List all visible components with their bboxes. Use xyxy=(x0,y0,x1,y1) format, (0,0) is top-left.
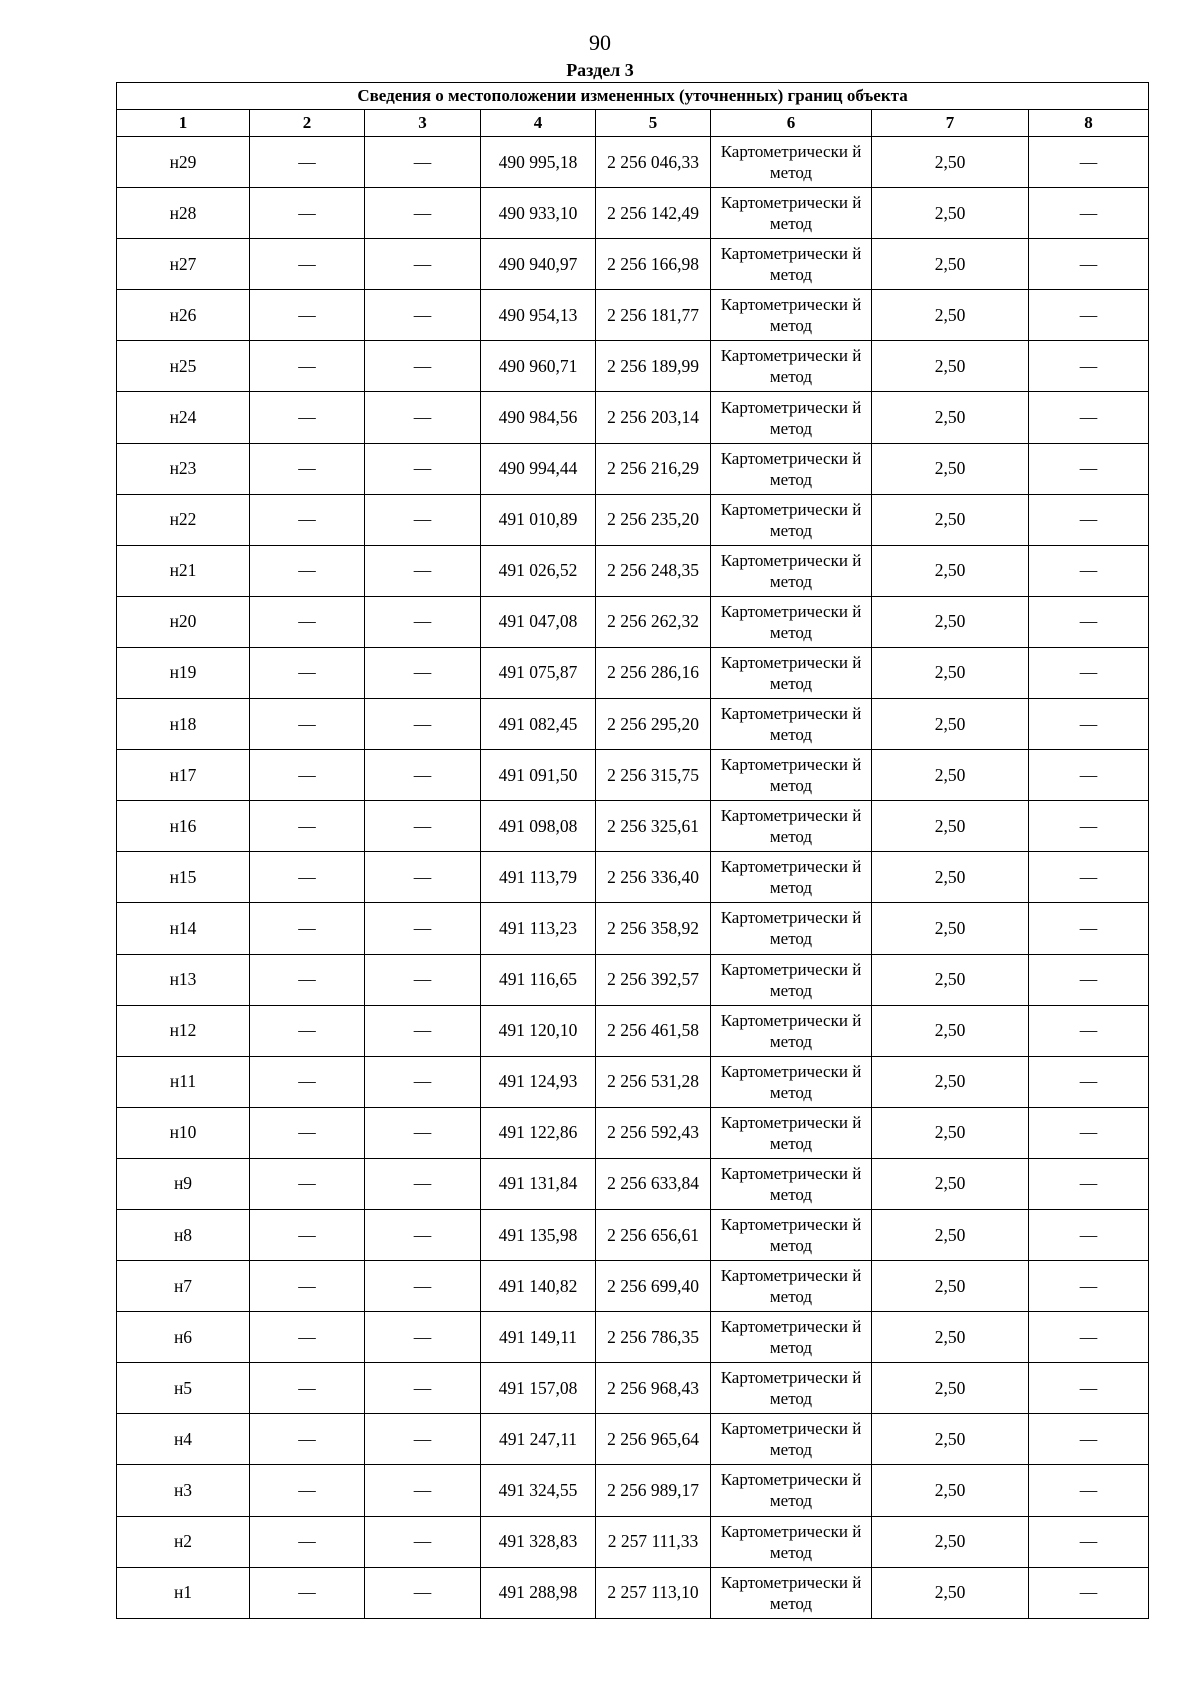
x-coordinate-cell: 491 288,98 xyxy=(481,1567,596,1618)
table-row xyxy=(117,903,1149,954)
method-cell: Картометрически й метод xyxy=(711,1312,872,1363)
col3-value-cell: — xyxy=(365,596,481,647)
point-name-cell: н29 xyxy=(117,137,250,188)
point-name-cell: н4 xyxy=(117,1414,250,1465)
table-row xyxy=(117,1414,1149,1465)
x-coordinate-cell: 491 010,89 xyxy=(481,494,596,545)
col3-value-cell: — xyxy=(365,750,481,801)
col3-value-cell: — xyxy=(365,1567,481,1618)
method-cell: Картометрически й метод xyxy=(711,1056,872,1107)
col2-value-cell: — xyxy=(250,1056,365,1107)
accuracy-cell: 2,50 xyxy=(872,801,1029,852)
y-coordinate-cell: 2 256 262,32 xyxy=(596,596,711,647)
y-coordinate-cell: 2 256 965,64 xyxy=(596,1414,711,1465)
method-cell: Картометрически й метод xyxy=(711,852,872,903)
y-coordinate-cell: 2 256 248,35 xyxy=(596,545,711,596)
point-name-cell: н23 xyxy=(117,443,250,494)
col3-value-cell: — xyxy=(365,1261,481,1312)
col2-value-cell: — xyxy=(250,1209,365,1260)
y-coordinate-cell: 2 257 111,33 xyxy=(596,1516,711,1567)
table-row xyxy=(117,1261,1149,1312)
point-name-cell: н25 xyxy=(117,341,250,392)
method-cell: Картометрически й метод xyxy=(711,1465,872,1516)
y-coordinate-cell: 2 256 358,92 xyxy=(596,903,711,954)
point-name-cell: н13 xyxy=(117,954,250,1005)
col2-value-cell: — xyxy=(250,750,365,801)
x-coordinate-cell: 491 122,86 xyxy=(481,1107,596,1158)
col2-value-cell: — xyxy=(250,699,365,750)
col8-value-cell: — xyxy=(1029,1261,1149,1312)
table-row xyxy=(117,137,1149,188)
col2-value-cell: — xyxy=(250,290,365,341)
accuracy-cell: 2,50 xyxy=(872,1312,1029,1363)
table-caption: Сведения о местоположении измененных (уточненных) границ объекта xyxy=(117,83,1149,110)
accuracy-cell: 2,50 xyxy=(872,596,1029,647)
col8-value-cell: — xyxy=(1029,750,1149,801)
x-coordinate-cell: 491 324,55 xyxy=(481,1465,596,1516)
col8-value-cell: — xyxy=(1029,801,1149,852)
method-cell: Картометрически й метод xyxy=(711,443,872,494)
method-cell: Картометрически й метод xyxy=(711,1567,872,1618)
col3-value-cell: — xyxy=(365,1465,481,1516)
accuracy-cell: 2,50 xyxy=(872,954,1029,1005)
table-row xyxy=(117,699,1149,750)
x-coordinate-cell: 490 994,44 xyxy=(481,443,596,494)
col2-value-cell: — xyxy=(250,1312,365,1363)
y-coordinate-cell: 2 256 235,20 xyxy=(596,494,711,545)
x-coordinate-cell: 490 933,10 xyxy=(481,188,596,239)
accuracy-cell: 2,50 xyxy=(872,903,1029,954)
boundary-coordinates-table xyxy=(116,82,1149,1619)
col8-value-cell: — xyxy=(1029,954,1149,1005)
x-coordinate-cell: 491 091,50 xyxy=(481,750,596,801)
accuracy-cell: 2,50 xyxy=(872,1261,1029,1312)
point-name-cell: н17 xyxy=(117,750,250,801)
x-coordinate-cell: 490 960,71 xyxy=(481,341,596,392)
accuracy-cell: 2,50 xyxy=(872,1107,1029,1158)
col3-value-cell: — xyxy=(365,137,481,188)
column-number-1: 1 xyxy=(117,110,250,137)
accuracy-cell: 2,50 xyxy=(872,443,1029,494)
col3-value-cell: — xyxy=(365,647,481,698)
point-name-cell: н12 xyxy=(117,1005,250,1056)
col3-value-cell: — xyxy=(365,1107,481,1158)
y-coordinate-cell: 2 256 046,33 xyxy=(596,137,711,188)
table-row xyxy=(117,494,1149,545)
table-row xyxy=(117,801,1149,852)
y-coordinate-cell: 2 256 336,40 xyxy=(596,852,711,903)
table-row xyxy=(117,750,1149,801)
col2-value-cell: — xyxy=(250,239,365,290)
x-coordinate-cell: 491 113,79 xyxy=(481,852,596,903)
col8-value-cell: — xyxy=(1029,1465,1149,1516)
method-cell: Картометрически й метод xyxy=(711,341,872,392)
accuracy-cell: 2,50 xyxy=(872,290,1029,341)
point-name-cell: н15 xyxy=(117,852,250,903)
col3-value-cell: — xyxy=(365,699,481,750)
accuracy-cell: 2,50 xyxy=(872,1005,1029,1056)
col3-value-cell: — xyxy=(365,954,481,1005)
col2-value-cell: — xyxy=(250,1567,365,1618)
col2-value-cell: — xyxy=(250,545,365,596)
col8-value-cell: — xyxy=(1029,443,1149,494)
col3-value-cell: — xyxy=(365,801,481,852)
table-row xyxy=(117,1005,1149,1056)
accuracy-cell: 2,50 xyxy=(872,750,1029,801)
table-row xyxy=(117,1516,1149,1567)
method-cell: Картометрически й метод xyxy=(711,750,872,801)
col2-value-cell: — xyxy=(250,494,365,545)
col8-value-cell: — xyxy=(1029,1312,1149,1363)
point-name-cell: н9 xyxy=(117,1158,250,1209)
x-coordinate-cell: 490 940,97 xyxy=(481,239,596,290)
col3-value-cell: — xyxy=(365,1209,481,1260)
section-title: Раздел 3 xyxy=(566,60,634,80)
accuracy-cell: 2,50 xyxy=(872,1567,1029,1618)
col8-value-cell: — xyxy=(1029,1107,1149,1158)
col3-value-cell: — xyxy=(365,1056,481,1107)
accuracy-cell: 2,50 xyxy=(872,494,1029,545)
col2-value-cell: — xyxy=(250,392,365,443)
column-number-3: 3 xyxy=(365,110,481,137)
point-name-cell: н26 xyxy=(117,290,250,341)
y-coordinate-cell: 2 256 968,43 xyxy=(596,1363,711,1414)
point-name-cell: н24 xyxy=(117,392,250,443)
column-number-4: 4 xyxy=(481,110,596,137)
col3-value-cell: — xyxy=(365,1363,481,1414)
method-cell: Картометрически й метод xyxy=(711,903,872,954)
y-coordinate-cell: 2 256 295,20 xyxy=(596,699,711,750)
method-cell: Картометрически й метод xyxy=(711,1005,872,1056)
method-cell: Картометрически й метод xyxy=(711,1209,872,1260)
column-number-6: 6 xyxy=(711,110,872,137)
method-cell: Картометрически й метод xyxy=(711,647,872,698)
x-coordinate-cell: 491 120,10 xyxy=(481,1005,596,1056)
method-cell: Картометрически й метод xyxy=(711,239,872,290)
method-cell: Картометрически й метод xyxy=(711,699,872,750)
col3-value-cell: — xyxy=(365,1312,481,1363)
col2-value-cell: — xyxy=(250,188,365,239)
table-row xyxy=(117,392,1149,443)
table-row xyxy=(117,1209,1149,1260)
x-coordinate-cell: 491 098,08 xyxy=(481,801,596,852)
col8-value-cell: — xyxy=(1029,1005,1149,1056)
x-coordinate-cell: 491 247,11 xyxy=(481,1414,596,1465)
x-coordinate-cell: 491 131,84 xyxy=(481,1158,596,1209)
col8-value-cell: — xyxy=(1029,494,1149,545)
method-cell: Картометрически й метод xyxy=(711,188,872,239)
col3-value-cell: — xyxy=(365,239,481,290)
col2-value-cell: — xyxy=(250,443,365,494)
y-coordinate-cell: 2 256 203,14 xyxy=(596,392,711,443)
x-coordinate-cell: 491 328,83 xyxy=(481,1516,596,1567)
column-number-8: 8 xyxy=(1029,110,1149,137)
col3-value-cell: — xyxy=(365,1005,481,1056)
x-coordinate-cell: 490 995,18 xyxy=(481,137,596,188)
point-name-cell: н22 xyxy=(117,494,250,545)
table-row xyxy=(117,341,1149,392)
table-row xyxy=(117,443,1149,494)
col3-value-cell: — xyxy=(365,545,481,596)
col2-value-cell: — xyxy=(250,1465,365,1516)
accuracy-cell: 2,50 xyxy=(872,852,1029,903)
col8-value-cell: — xyxy=(1029,1209,1149,1260)
table-row xyxy=(117,954,1149,1005)
col2-value-cell: — xyxy=(250,852,365,903)
x-coordinate-cell: 490 954,13 xyxy=(481,290,596,341)
method-cell: Картометрически й метод xyxy=(711,1107,872,1158)
col3-value-cell: — xyxy=(365,392,481,443)
y-coordinate-cell: 2 256 166,98 xyxy=(596,239,711,290)
col3-value-cell: — xyxy=(365,1158,481,1209)
x-coordinate-cell: 491 026,52 xyxy=(481,545,596,596)
column-number-row xyxy=(117,110,1149,137)
point-name-cell: н18 xyxy=(117,699,250,750)
table-row xyxy=(117,545,1149,596)
accuracy-cell: 2,50 xyxy=(872,647,1029,698)
y-coordinate-cell: 2 256 786,35 xyxy=(596,1312,711,1363)
method-cell: Картометрически й метод xyxy=(711,1261,872,1312)
x-coordinate-cell: 491 113,23 xyxy=(481,903,596,954)
point-name-cell: н6 xyxy=(117,1312,250,1363)
x-coordinate-cell: 491 149,11 xyxy=(481,1312,596,1363)
method-cell: Картометрически й метод xyxy=(711,596,872,647)
col8-value-cell: — xyxy=(1029,239,1149,290)
x-coordinate-cell: 491 116,65 xyxy=(481,954,596,1005)
col2-value-cell: — xyxy=(250,1261,365,1312)
point-name-cell: н3 xyxy=(117,1465,250,1516)
point-name-cell: н14 xyxy=(117,903,250,954)
y-coordinate-cell: 2 256 181,77 xyxy=(596,290,711,341)
method-cell: Картометрически й метод xyxy=(711,1158,872,1209)
col3-value-cell: — xyxy=(365,341,481,392)
col3-value-cell: — xyxy=(365,852,481,903)
col2-value-cell: — xyxy=(250,1414,365,1465)
col8-value-cell: — xyxy=(1029,1158,1149,1209)
x-coordinate-cell: 491 135,98 xyxy=(481,1209,596,1260)
col3-value-cell: — xyxy=(365,494,481,545)
accuracy-cell: 2,50 xyxy=(872,188,1029,239)
table-row xyxy=(117,1312,1149,1363)
col8-value-cell: — xyxy=(1029,1363,1149,1414)
accuracy-cell: 2,50 xyxy=(872,1516,1029,1567)
table-row xyxy=(117,239,1149,290)
col8-value-cell: — xyxy=(1029,188,1149,239)
point-name-cell: н7 xyxy=(117,1261,250,1312)
point-name-cell: н16 xyxy=(117,801,250,852)
y-coordinate-cell: 2 257 113,10 xyxy=(596,1567,711,1618)
col2-value-cell: — xyxy=(250,596,365,647)
column-number-7: 7 xyxy=(872,110,1029,137)
table-row xyxy=(117,852,1149,903)
point-name-cell: н20 xyxy=(117,596,250,647)
method-cell: Картометрически й метод xyxy=(711,290,872,341)
col8-value-cell: — xyxy=(1029,1567,1149,1618)
col8-value-cell: — xyxy=(1029,341,1149,392)
point-name-cell: н5 xyxy=(117,1363,250,1414)
col8-value-cell: — xyxy=(1029,1414,1149,1465)
accuracy-cell: 2,50 xyxy=(872,1056,1029,1107)
method-cell: Картометрически й метод xyxy=(711,801,872,852)
table-row xyxy=(117,1363,1149,1414)
y-coordinate-cell: 2 256 392,57 xyxy=(596,954,711,1005)
table-row xyxy=(117,1567,1149,1618)
y-coordinate-cell: 2 256 216,29 xyxy=(596,443,711,494)
col8-value-cell: — xyxy=(1029,545,1149,596)
y-coordinate-cell: 2 256 592,43 xyxy=(596,1107,711,1158)
col8-value-cell: — xyxy=(1029,392,1149,443)
x-coordinate-cell: 491 082,45 xyxy=(481,699,596,750)
table-row xyxy=(117,1158,1149,1209)
col8-value-cell: — xyxy=(1029,647,1149,698)
method-cell: Картометрически й метод xyxy=(711,392,872,443)
accuracy-cell: 2,50 xyxy=(872,341,1029,392)
method-cell: Картометрически й метод xyxy=(711,137,872,188)
col8-value-cell: — xyxy=(1029,852,1149,903)
point-name-cell: н27 xyxy=(117,239,250,290)
col3-value-cell: — xyxy=(365,290,481,341)
point-name-cell: н11 xyxy=(117,1056,250,1107)
accuracy-cell: 2,50 xyxy=(872,137,1029,188)
table-row xyxy=(117,290,1149,341)
y-coordinate-cell: 2 256 633,84 xyxy=(596,1158,711,1209)
point-name-cell: н10 xyxy=(117,1107,250,1158)
col2-value-cell: — xyxy=(250,1158,365,1209)
point-name-cell: н8 xyxy=(117,1209,250,1260)
table-body xyxy=(117,137,1149,1619)
point-name-cell: н2 xyxy=(117,1516,250,1567)
x-coordinate-cell: 491 157,08 xyxy=(481,1363,596,1414)
table-row xyxy=(117,647,1149,698)
point-name-cell: н28 xyxy=(117,188,250,239)
col2-value-cell: — xyxy=(250,801,365,852)
col2-value-cell: — xyxy=(250,1516,365,1567)
page-number: 90 xyxy=(589,30,611,55)
y-coordinate-cell: 2 256 189,99 xyxy=(596,341,711,392)
y-coordinate-cell: 2 256 461,58 xyxy=(596,1005,711,1056)
y-coordinate-cell: 2 256 989,17 xyxy=(596,1465,711,1516)
y-coordinate-cell: 2 256 656,61 xyxy=(596,1209,711,1260)
y-coordinate-cell: 2 256 286,16 xyxy=(596,647,711,698)
accuracy-cell: 2,50 xyxy=(872,239,1029,290)
col2-value-cell: — xyxy=(250,341,365,392)
point-name-cell: н19 xyxy=(117,647,250,698)
accuracy-cell: 2,50 xyxy=(872,1209,1029,1260)
method-cell: Картометрически й метод xyxy=(711,954,872,1005)
method-cell: Картометрически й метод xyxy=(711,1363,872,1414)
col3-value-cell: — xyxy=(365,903,481,954)
method-cell: Картометрически й метод xyxy=(711,545,872,596)
col3-value-cell: — xyxy=(365,443,481,494)
col8-value-cell: — xyxy=(1029,1056,1149,1107)
col2-value-cell: — xyxy=(250,1005,365,1056)
table-row xyxy=(117,596,1149,647)
col8-value-cell: — xyxy=(1029,699,1149,750)
col8-value-cell: — xyxy=(1029,137,1149,188)
table-row xyxy=(117,1465,1149,1516)
col3-value-cell: — xyxy=(365,188,481,239)
accuracy-cell: 2,50 xyxy=(872,545,1029,596)
x-coordinate-cell: 490 984,56 xyxy=(481,392,596,443)
accuracy-cell: 2,50 xyxy=(872,1363,1029,1414)
x-coordinate-cell: 491 140,82 xyxy=(481,1261,596,1312)
y-coordinate-cell: 2 256 325,61 xyxy=(596,801,711,852)
table-row xyxy=(117,1107,1149,1158)
col3-value-cell: — xyxy=(365,1414,481,1465)
col8-value-cell: — xyxy=(1029,596,1149,647)
col2-value-cell: — xyxy=(250,647,365,698)
accuracy-cell: 2,50 xyxy=(872,1465,1029,1516)
column-number-2: 2 xyxy=(250,110,365,137)
x-coordinate-cell: 491 075,87 xyxy=(481,647,596,698)
col8-value-cell: — xyxy=(1029,1516,1149,1567)
table-row xyxy=(117,1056,1149,1107)
col2-value-cell: — xyxy=(250,137,365,188)
col2-value-cell: — xyxy=(250,903,365,954)
x-coordinate-cell: 491 047,08 xyxy=(481,596,596,647)
y-coordinate-cell: 2 256 315,75 xyxy=(596,750,711,801)
col3-value-cell: — xyxy=(365,1516,481,1567)
accuracy-cell: 2,50 xyxy=(872,1158,1029,1209)
col8-value-cell: — xyxy=(1029,903,1149,954)
accuracy-cell: 2,50 xyxy=(872,699,1029,750)
method-cell: Картометрически й метод xyxy=(711,1414,872,1465)
method-cell: Картометрически й метод xyxy=(711,1516,872,1567)
point-name-cell: н1 xyxy=(117,1567,250,1618)
column-number-5: 5 xyxy=(596,110,711,137)
y-coordinate-cell: 2 256 699,40 xyxy=(596,1261,711,1312)
col2-value-cell: — xyxy=(250,954,365,1005)
col2-value-cell: — xyxy=(250,1363,365,1414)
accuracy-cell: 2,50 xyxy=(872,1414,1029,1465)
accuracy-cell: 2,50 xyxy=(872,392,1029,443)
point-name-cell: н21 xyxy=(117,545,250,596)
col8-value-cell: — xyxy=(1029,290,1149,341)
table-row xyxy=(117,188,1149,239)
y-coordinate-cell: 2 256 142,49 xyxy=(596,188,711,239)
col2-value-cell: — xyxy=(250,1107,365,1158)
y-coordinate-cell: 2 256 531,28 xyxy=(596,1056,711,1107)
method-cell: Картометрически й метод xyxy=(711,494,872,545)
x-coordinate-cell: 491 124,93 xyxy=(481,1056,596,1107)
